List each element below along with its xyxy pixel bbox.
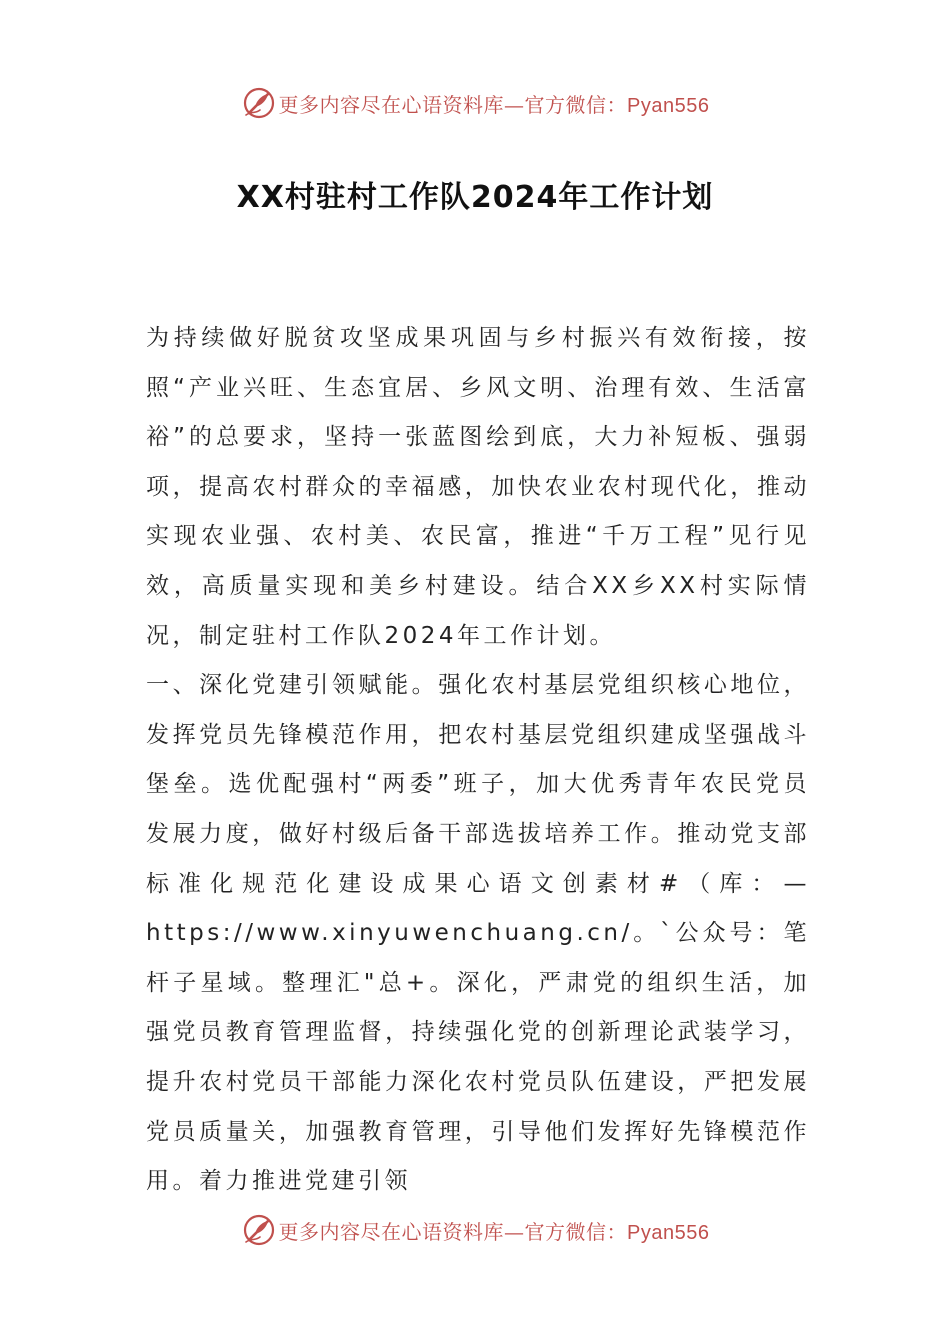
watermark-banner-bottom (0, 1210, 950, 1250)
watermark-text (279, 89, 710, 118)
watermark-text (279, 1216, 710, 1245)
paragraph-section-one: 一、深化党建引领赋能。强化农村基层党组织核心地位，发挥党员先锋模范作用，把农村基层党组织建成坚强战斗堡垒。选优配强村“两委”班子，加大优秀青年农民党员发展力度，做好村级后备干部选拔培养工作。推动党支部标准化规范化建设成果心语文创素材#（库：—https://www.xinyuwenchuang.cn/。`公众号：笔杆子星域。整理汇"总+。深化，严肃党的组织生活，加强党员教育管理监督，持续强化党的创新理论武装学习，提升农村党员干部能力深化农村党员队伍建设，严把发展党员质量关，加强教育管理，引导他们发挥好先锋模范作用。着力推进党建引领 (146, 672, 810, 1195)
quill-pen-logo-icon (241, 85, 277, 121)
watermark-text-cn: 更多内容尽在心语资料库—官方微信： (278, 1219, 628, 1244)
document-body (146, 314, 810, 1207)
watermark-banner-top (0, 83, 950, 123)
watermark-text-cn: 更多内容尽在心语资料库—官方微信： (278, 92, 628, 117)
watermark-wechat-id: Pyan556 (627, 1221, 710, 1244)
document-title: XX村驻村工作队2024年工作计划 (236, 180, 714, 215)
quill-pen-logo-icon (241, 1212, 277, 1248)
paragraph-intro: 为持续做好脱贫攻坚成果巩固与乡村振兴有效衔接，按照“产业兴旺、生态宜居、乡风文明、治理有效、生活富裕”的总要求，坚持一张蓝图绘到底，大力补短板、强弱项，提高农村群众的幸福感，加快农业农村现代化，推动实现农业强、农村美、农民富，推进“千万工程”见行见效，高质量实现和美乡村建设。结合XX乡XX村实际情况，制定驻村工作队2024年工作计划。 (146, 325, 810, 649)
watermark-wechat-id: Pyan556 (627, 94, 710, 117)
